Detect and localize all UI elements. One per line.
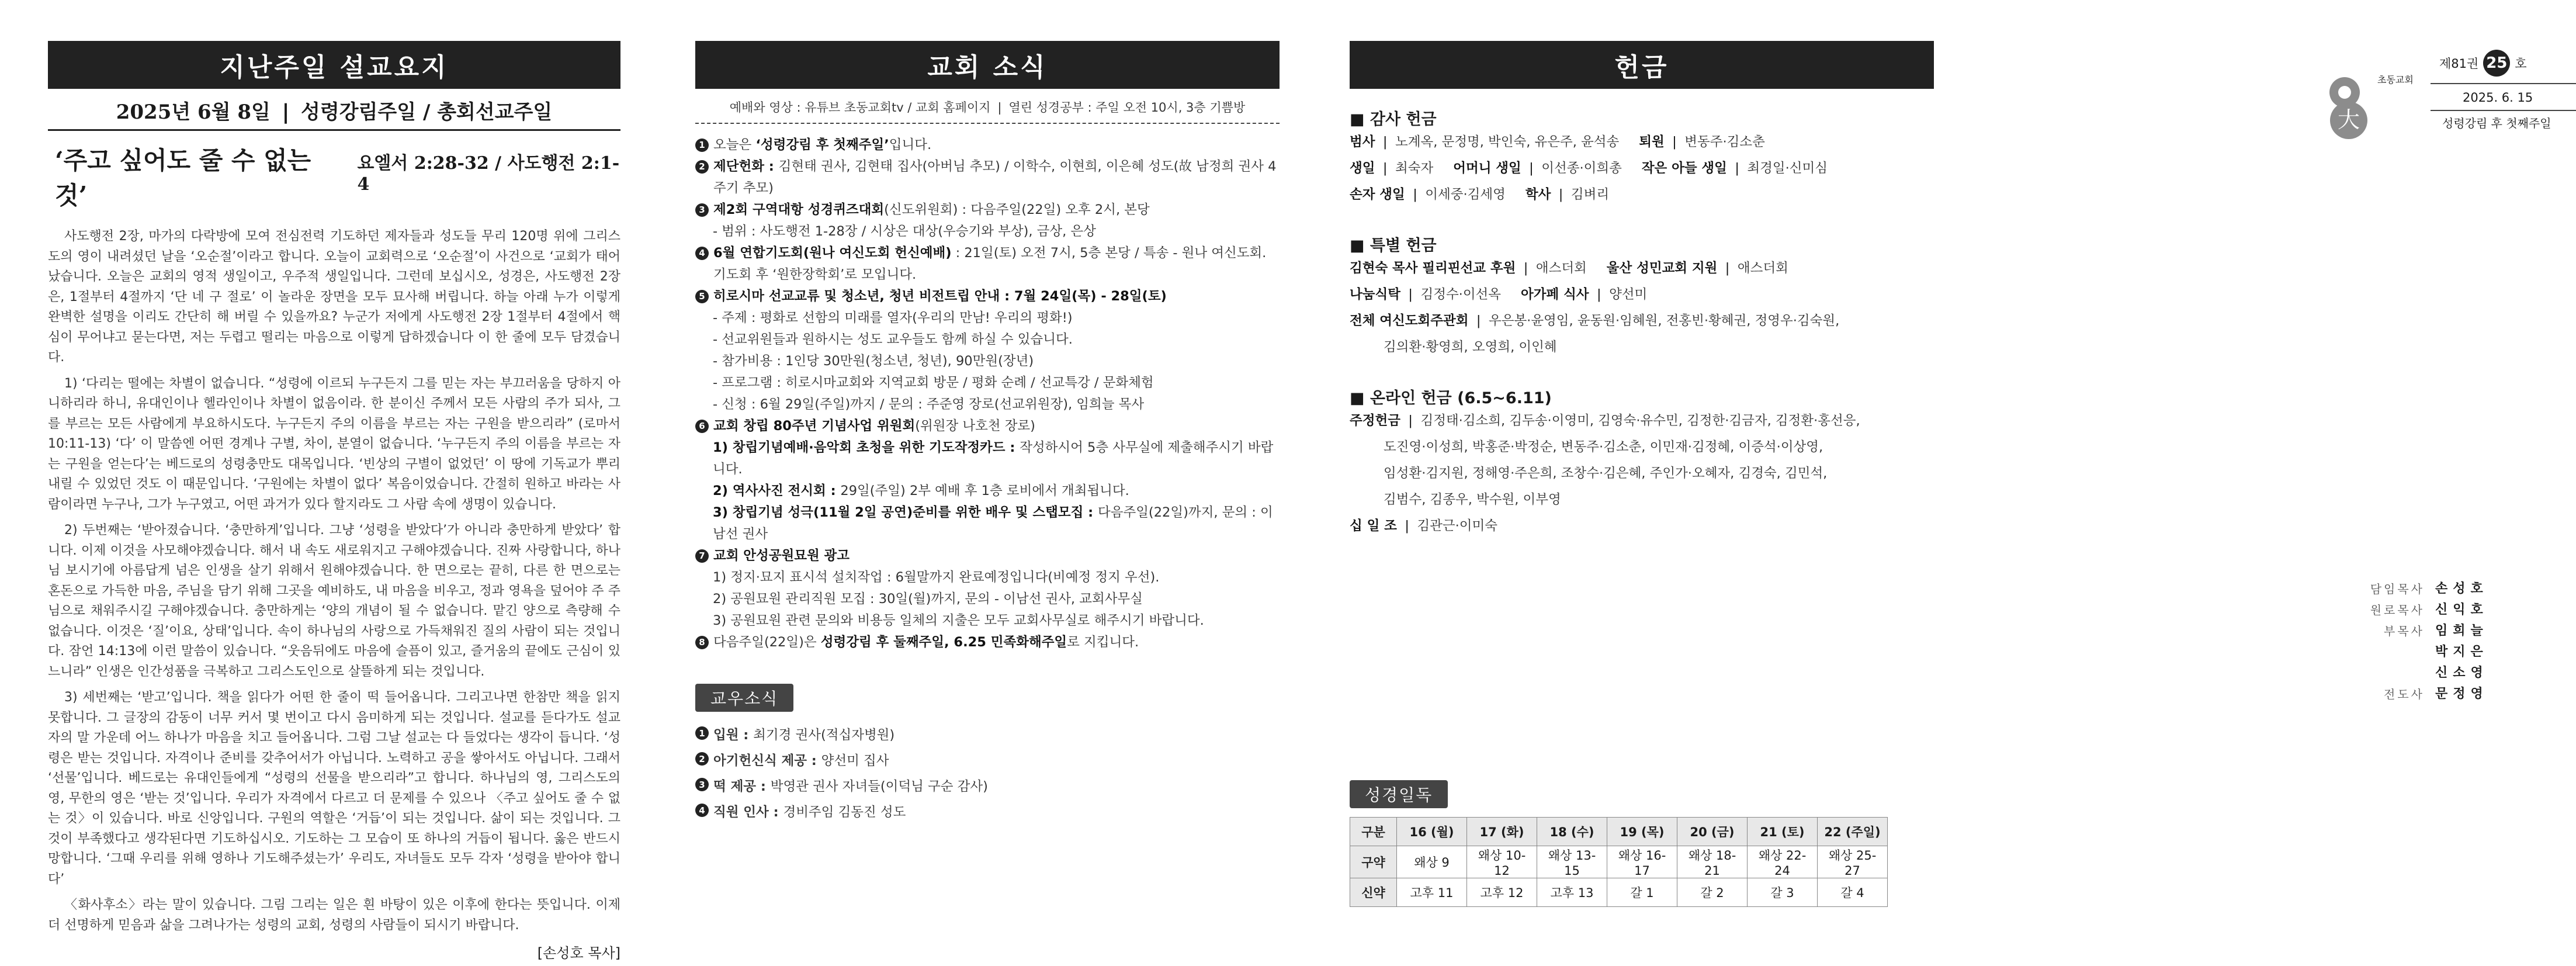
offering-entry bbox=[1350, 413, 1860, 428]
bible-reading-tag: 성경일독 bbox=[1350, 780, 1448, 808]
news-item-text bbox=[713, 394, 1144, 416]
table-cell: 왜상 13-15 bbox=[1537, 846, 1607, 878]
news-item bbox=[695, 243, 1280, 286]
offering-names: 김정태·김소희, 김두송·이영미, 김영숙·유수민, 김정한·김금자, 김정환·홍선응, bbox=[1420, 413, 1860, 428]
staff-row bbox=[2366, 663, 2488, 684]
volume-suffix: 호 bbox=[2515, 57, 2527, 71]
table-cell: 갈 3 bbox=[1748, 878, 1818, 907]
member-news-list bbox=[695, 722, 1280, 825]
offering-category: 주정헌금 ❘ bbox=[1350, 413, 1421, 428]
staff-row bbox=[2366, 579, 2488, 600]
member-news-title: 아기헌신식 제공 : bbox=[713, 753, 821, 768]
offering-names: 우은봉·윤영임, 윤동원·임혜원, 전홍빈·황혜권, 정영우·김숙원, bbox=[1488, 313, 1840, 328]
offering-names: 양선미 bbox=[1609, 287, 1648, 302]
offering-names: 김정수·이선옥 bbox=[1420, 287, 1502, 302]
offering-entry bbox=[1453, 161, 1622, 176]
member-news-item bbox=[695, 774, 1280, 799]
offering-names: 김의환·황영희, 오영희, 이인혜 bbox=[1384, 340, 1557, 355]
table-row bbox=[1350, 878, 1888, 907]
sermon-paragraph: 2) 두번째는 ‘받아졌습니다. ‘충만하게’입니다. 그냥 ‘성령을 받았다’가 아니라 충만하게 받았다’ 합니다. 이제 이것을 사모해야겠습니다. 해서 내 속도 새로워지고 구해야겠습니다. 진짜 사랑합니다, 하나님 보시기에 아름답게 넘은 인생을 살기 위해서 원해야겠습니다. 한 면으로는 끝히, 다른 한 면으로는 혼돈으로 가득한 마음, 주님을 담기 위해 그곳을 예비하도, 내 마음을 비우고, 정과 영욕을 덮어야 주 주님으로 채워주시길 구해야겠습니다. 충만하게는 ‘양의 개념이 될 수 없습니다. 맡긴 양으로 측량해 수 없습니다. 이것은 ‘질’이요, 상태’입니다. 속이 하나님의 사랑으로 가득채워진 질의 사람이 되는 것입니다. 잠언 14:13에 이런 말씀이 있습니다. “웃음뒤에도 마음에 슬픔이 있고, 즐거움의 끝에도 근심이 있느니라” 인생은 인간성품을 극복하고 그리스도인으로 살뜰하게 되는 것입니다. bbox=[48, 523, 620, 679]
news-item-text bbox=[713, 372, 1154, 394]
news-item-text bbox=[713, 610, 1204, 632]
news-item-detail: : 21일(토) 오전 7시, 5층 본당 / 특송 - 원나 여신도회. 기도회 후 ‘원한장학회’로 모입니다. bbox=[713, 245, 1267, 282]
table-cell: 왜상 18-21 bbox=[1677, 846, 1748, 878]
offering-line bbox=[1350, 513, 1934, 539]
news-item bbox=[695, 567, 1280, 588]
volume-prefix: 제81권 bbox=[2439, 57, 2479, 71]
issue-number-badge: 25 bbox=[2483, 50, 2510, 77]
offering-section bbox=[1350, 41, 1934, 539]
news-item bbox=[695, 416, 1280, 437]
news-item-text bbox=[713, 480, 1129, 502]
news-item-title: 교회 안성공원묘원 광고 bbox=[713, 548, 850, 563]
offering-line bbox=[1350, 434, 1934, 461]
offering-category: 생일 ❘ bbox=[1350, 161, 1395, 176]
bible-reading-table bbox=[1350, 817, 1888, 907]
news-item-text bbox=[713, 545, 850, 567]
news-item-title: 6월 연합기도회(원나 여신도회 헌신예배) bbox=[713, 245, 952, 261]
item-number-badge: 8 bbox=[695, 636, 709, 649]
news-item bbox=[695, 351, 1280, 372]
news-item-title: 제단헌화 : bbox=[713, 159, 779, 174]
news-item-detail: - 범위 : 사도행전 1-28장 / 시상은 대상(우승기와 부상), 금상, 은상 bbox=[713, 224, 1096, 239]
news-item-text bbox=[713, 307, 1073, 329]
news-item bbox=[695, 480, 1280, 502]
news-item bbox=[695, 437, 1280, 480]
news-item bbox=[695, 588, 1280, 610]
news-item-text bbox=[713, 437, 1280, 480]
offering-line bbox=[1350, 182, 1934, 208]
news-item-text bbox=[713, 286, 1167, 307]
offering-entry bbox=[1350, 134, 1619, 150]
offering-names: 도진영·이성희, 박홍준·박정순, 변동주·김소춘, 이민재·김정혜, 이증석·이상영, bbox=[1384, 439, 1823, 455]
news-item bbox=[695, 394, 1280, 416]
news-item-detail: (신도위원회) : 다음주일(22일) 오후 2시, 본당 bbox=[884, 202, 1150, 217]
offering-entry bbox=[1350, 261, 1587, 276]
news-item-detail: 2) 공원묘원 관리직원 모집 : 30일(월)까지, 문의 - 이남선 권사, 교회사무실 bbox=[713, 591, 1143, 607]
offering-names: 노계옥, 문정명, 박인숙, 유은주, 윤석송 bbox=[1395, 134, 1620, 150]
sermon-title: ‘주고 싶어도 줄 수 없는 것’ bbox=[55, 146, 311, 210]
staff-name: 손성호 bbox=[2435, 581, 2488, 596]
sermon-paragraph: 3) 세번째는 ‘받고’입니다. 책을 읽다가 어떤 한 줄이 떡 들어옵니다. 그리고나면 한참만 책을 읽지 못합니다. 그 글장의 감동이 너무 커서 몇 번이고 다시 음미하게 되는 것입니다. 설교를 듣다가도 설교자의 말 가운데 어느 하나가 마음을 치고 들어옵니다. 그럼 그날 설교는 다 들었다는 생각이 듭니다. ‘성령은 받는 것입니다. 자격이나 준비를 갖추어서가 아닙니다. 노력하고 공을 쌓아서도 아닙니다. 그래서 ‘선물’입니다. 베드로는 유대인들에게 “성령의 선물을 받으리라”고 합니다. 하나님의 영, 그리스도의 영, 무한의 영은 ‘받는 것’입니다. 우리가 자격에서 다르고 더 문제를 수 있으나 〈주고 싶어도 줄 수 없는 것〉이 있습니다. 바로 신앙입니다. 구원의 역할은 ‘거듭’이 되는 것입니다. 삶이 되는 것입니다. 그것이 부족했다고 생각된다면 기도하십시오. 기도하는 그 모습이 또 하나의 거듭이 됩니다. 옳은 반드시 망합니다. ‘그때 우리를 위해 영하나 기도해주셨는가’ 우리도, 자녀들도 모두 각자 ‘성령을 받아야 합니다’ bbox=[48, 690, 620, 887]
liturgical-day: 성령강림 후 첫째주일 bbox=[2442, 116, 2551, 130]
offering-names: 애스더회 bbox=[1535, 261, 1587, 276]
table-cell: 고후 12 bbox=[1467, 878, 1537, 907]
news-item-detail: 다음주일(22일)까지, 문의 : 이남선 권사 bbox=[713, 505, 1273, 542]
news-item bbox=[695, 502, 1280, 545]
offering-names: 최경일·신미심 bbox=[1747, 161, 1828, 176]
news-item-detail: 입니다. bbox=[889, 137, 932, 153]
online-offering-list bbox=[1350, 408, 1934, 539]
news-item bbox=[695, 286, 1280, 307]
news-item bbox=[695, 199, 1280, 221]
news-item bbox=[695, 134, 1280, 156]
news-item-text bbox=[713, 351, 1034, 372]
table-header-cell: 구분 bbox=[1350, 818, 1397, 846]
offering-entry bbox=[1350, 313, 1839, 328]
member-news-text bbox=[713, 799, 906, 825]
masthead-divider bbox=[2431, 110, 2576, 111]
news-item-detail: - 선교위원들과 원하시는 성도 교우들도 함께 하실 수 있습니다. bbox=[713, 332, 1073, 347]
offering-line bbox=[1350, 308, 1934, 334]
member-news-detail: 박영관 권사 자녀들(이덕님 구순 감사) bbox=[770, 779, 988, 794]
sermon-body bbox=[48, 227, 620, 936]
sermon-date-line: 2025년 6월 8일 ❘ 성령강림주일 / 총회선교주일 bbox=[48, 96, 620, 131]
staff-name: 박지은 bbox=[2435, 645, 2488, 659]
news-item-detail: 작성하시어 5층 사무실에 제출해주시기 바랍니다. bbox=[713, 440, 1274, 477]
news-item-title: 1) 창립기념예배·음악회 초청을 위한 기도작정카드 : bbox=[713, 440, 1020, 455]
member-news-text bbox=[713, 722, 895, 748]
staff-name: 신소영 bbox=[2435, 666, 2488, 680]
member-news-text bbox=[713, 774, 988, 799]
staff-role: 전도사 bbox=[2384, 687, 2425, 701]
member-news-item bbox=[695, 799, 1280, 825]
news-item bbox=[695, 329, 1280, 351]
offering-entry bbox=[1350, 161, 1433, 176]
staff-name: 신익호 bbox=[2435, 603, 2488, 617]
news-item-title: 제2회 구역대항 성경퀴즈대회 bbox=[713, 202, 885, 217]
news-item-text bbox=[713, 567, 1159, 588]
table-header-cell: 18 (수) bbox=[1537, 818, 1607, 846]
item-number-badge: 4 bbox=[695, 247, 709, 260]
staff-list bbox=[2366, 579, 2488, 705]
news-item-detail: - 참가비용 : 1인당 30만원(청소년, 청년), 90만원(장년) bbox=[713, 354, 1034, 369]
table-cell: 고후 13 bbox=[1537, 878, 1607, 907]
table-header-cell: 21 (토) bbox=[1748, 818, 1818, 846]
staff-name: 임희늘 bbox=[2435, 624, 2488, 638]
offering-names: 이세중·김세영 bbox=[1425, 187, 1506, 202]
table-cell: 구약 bbox=[1350, 846, 1397, 878]
news-item-text bbox=[713, 199, 1150, 221]
offering-names: 김범수, 김종우, 박수원, 이부영 bbox=[1384, 492, 1561, 507]
offering-names: 이선종·이희총 bbox=[1541, 161, 1622, 176]
staff-role: 담임목사 bbox=[2370, 582, 2425, 596]
offering-entry bbox=[1642, 161, 1828, 176]
sermon-paragraph: 1) ‘다리는 떨에는 차별이 없습니다. “성령에 이르되 누구든지 그를 믿는 자는 부끄러움을 당하지 아니하리라 하니, 유대인이나 헬라인이나 차별이 없음이라. 한 분이신 주께서 모든 사람의 주가 되사, 그를 부르는 모든 사람에게 부요하시도다. 누구든지 주의 이름을 부르는 자는 구원을 받으리라” (로마서 10:11-13) ‘다’ 이 말씀엔 어떤 경계나 구별, 차이, 분열이 없습니다. ‘누구든지 주의 이름을 부르는 자는 구원을 얻는다’는 베드로의 성령충만도 대목입니다. ‘빈상의 구별이 없었던’ 이 땅에 기독교가 뿌리 내릴 수 있었던 것도 이 때문입니다. ‘구원에는 차별이 없다’ 복음이었습니다. 간절히 원하고 바라는 사람이라면 누구나, 그가 누구였고, 어떤 과거가 있다 할지라도 그 사람 속에 생명이 있습니다. bbox=[48, 376, 620, 512]
table-header-cell: 16 (월) bbox=[1397, 818, 1467, 846]
table-header-cell: 20 (금) bbox=[1677, 818, 1748, 846]
news-subline: 예배와 영상 : 유튜브 초동교회tv / 교회 홈페이지 ❘ 열린 성경공부 : 주일 오전 10시, 3층 기쁨방 bbox=[695, 98, 1280, 124]
table-cell: 신약 bbox=[1350, 878, 1397, 907]
item-number-badge: 5 bbox=[695, 290, 709, 303]
svg-text:大: 大 bbox=[2337, 107, 2360, 133]
table-row bbox=[1350, 846, 1888, 878]
table-cell: 갈 1 bbox=[1607, 878, 1677, 907]
news-item-detail: 김현태 권사, 김현태 집사(아버님 추모) / 이학수, 이현희, 이은혜 성도(故 남정희 권사 4주기 추모) bbox=[713, 159, 1277, 196]
news-item-lead: 다음주일(22일)은 bbox=[713, 635, 821, 650]
table-cell: 왜상 25-27 bbox=[1818, 846, 1888, 878]
offering-category: 아가페 식사 ❘ bbox=[1521, 287, 1610, 302]
offering-banner: 헌금 bbox=[1350, 41, 1934, 89]
news-item-title: 2) 역사사진 전시회 : bbox=[713, 483, 841, 498]
news-list bbox=[695, 134, 1280, 653]
news-item bbox=[695, 372, 1280, 394]
member-news-detail: 최기경 권사(적십자병원) bbox=[753, 728, 895, 743]
item-number-badge: 4 bbox=[695, 804, 709, 817]
offering-entry bbox=[1350, 287, 1501, 302]
online-offering-heading: ■ 온라인 헌금 (6.5~6.11) bbox=[1350, 389, 1552, 407]
offering-line bbox=[1350, 155, 1934, 182]
offering-category: 어머니 생일 ❘ bbox=[1453, 161, 1542, 176]
special-offering-heading: ■ 특별 헌금 bbox=[1350, 237, 1437, 255]
sermon-paragraph: 〈화사후소〉라는 말이 있습니다. 그림 그리는 일은 흰 바탕이 있은 이후에 한다는 뜻입니다. 이제 더 선명하게 믿음과 삶을 그려나가는 성령의 교회, 성령의 사람들이 되시기 바랍니다. bbox=[48, 898, 620, 933]
news-item-text bbox=[713, 243, 1280, 286]
member-news-detail: 경비주임 김동진 성도 bbox=[783, 805, 906, 820]
news-item-text bbox=[713, 502, 1280, 545]
offering-category: 퇴원 ❘ bbox=[1639, 134, 1685, 150]
offering-entry bbox=[1384, 466, 1827, 481]
offering-line bbox=[1350, 487, 1934, 513]
offering-line bbox=[1350, 408, 1934, 434]
news-item bbox=[695, 307, 1280, 329]
staff-role: 부목사 bbox=[2384, 624, 2425, 638]
news-item-title: 히로시마 선교교류 및 청소년, 청년 비전트립 안내 : 7월 24일(목) - 28일(토) bbox=[713, 289, 1167, 304]
staff-role bbox=[2366, 642, 2425, 663]
table-header-cell: 22 (주일) bbox=[1818, 818, 1888, 846]
item-number-badge: 7 bbox=[695, 549, 709, 563]
member-news bbox=[695, 684, 1280, 825]
news-item-text bbox=[713, 156, 1280, 199]
masthead-divider bbox=[2431, 83, 2576, 84]
news-item-title: ‘성령강림 후 첫째주일’ bbox=[755, 137, 889, 153]
news-item-detail: - 주제 : 평화로 선함의 미래를 열자(우리의 만남! 우리의 평화!) bbox=[713, 310, 1073, 326]
bulletin-date: 2025. 6. 15 bbox=[2463, 91, 2533, 105]
news-item-detail: 29일(주일) 2부 예배 후 1층 로비에서 개최됩니다. bbox=[840, 483, 1129, 498]
member-news-title: 입원 : bbox=[713, 728, 754, 743]
offering-category: 학사 ❘ bbox=[1525, 187, 1571, 202]
item-number-badge: 6 bbox=[695, 420, 709, 433]
table-cell: 왜상 9 bbox=[1397, 846, 1467, 878]
staff-name: 문정영 bbox=[2435, 687, 2488, 701]
offering-entry bbox=[1607, 261, 1788, 276]
staff-row bbox=[2366, 621, 2488, 642]
offering-entry bbox=[1526, 187, 1609, 202]
member-news-title: 떡 제공 : bbox=[713, 779, 771, 794]
offering-entry bbox=[1521, 287, 1647, 302]
sermon-refs: 요엘서 2:28-32 / 사도행전 2:1-4 bbox=[357, 153, 620, 195]
offering-category: 손자 생일 ❘ bbox=[1350, 187, 1426, 202]
offering-names: 김벼리 bbox=[1570, 187, 1610, 202]
staff-role: 원로목사 bbox=[2370, 603, 2425, 617]
staff-row bbox=[2366, 684, 2488, 705]
news-section bbox=[695, 41, 1280, 825]
offering-entry bbox=[1639, 134, 1765, 150]
table-cell: 왜상 16-17 bbox=[1607, 846, 1677, 878]
item-number-badge: 2 bbox=[695, 752, 709, 766]
news-item bbox=[695, 545, 1280, 567]
offering-line bbox=[1350, 282, 1934, 308]
news-item-detail: - 프로그램 : 히로시마교회와 지역교회 방문 / 평화 순례 / 선교특강 / 문화체험 bbox=[713, 375, 1154, 390]
offering-entry bbox=[1350, 518, 1497, 534]
staff-row bbox=[2366, 642, 2488, 663]
offering-category: 울산 성민교회 지원 ❘ bbox=[1606, 261, 1738, 276]
member-news-tag: 교우소식 bbox=[695, 684, 793, 712]
news-item bbox=[695, 610, 1280, 632]
member-news-item bbox=[695, 722, 1280, 748]
item-number-badge: 1 bbox=[695, 139, 709, 152]
news-item-text bbox=[713, 588, 1143, 610]
offering-category: 전체 여신도회주관회 ❘ bbox=[1350, 313, 1489, 328]
thanks-offering-heading: ■ 감사 헌금 bbox=[1350, 110, 1437, 129]
staff-role bbox=[2366, 663, 2425, 684]
news-item-detail: 로 지킵니다. bbox=[1067, 635, 1139, 650]
special-offering-list bbox=[1350, 255, 1934, 361]
sermon-banner: 지난주일 설교요지 bbox=[48, 41, 620, 89]
offering-entry bbox=[1384, 439, 1823, 455]
table-cell: 고후 11 bbox=[1397, 878, 1467, 907]
news-item-title: 성령강림 후 둘째주일, 6.25 민족화해주일 bbox=[820, 635, 1067, 650]
news-item-detail: 1) 정지·묘지 표시석 설치작업 : 6월말까지 완료예정입니다(비예정 정지 우선). bbox=[713, 570, 1160, 585]
offering-category: 나눔식탁 ❘ bbox=[1350, 287, 1421, 302]
volume-line bbox=[2439, 50, 2527, 77]
member-news-detail: 양선미 집사 bbox=[821, 753, 889, 768]
news-item-detail: (위원장 나호천 장로) bbox=[915, 418, 1035, 434]
table-cell: 왜상 10-12 bbox=[1467, 846, 1537, 878]
member-news-text bbox=[713, 748, 889, 774]
offering-category: 작은 아들 생일 ❘ bbox=[1641, 161, 1748, 176]
news-item-title: 교회 창립 80주년 기념사업 위원회 bbox=[713, 418, 916, 434]
news-item-detail: 3) 공원묘원 관련 문의와 비용등 일체의 지출은 모두 교회사무실로 해주시기 바랍니다. bbox=[713, 613, 1204, 628]
news-item-detail: - 신청 : 6월 29일(주일)까지 / 문의 : 주준영 장로(선교위원장), 임희늘 목사 bbox=[713, 397, 1145, 412]
church-name: 초동교회 bbox=[2377, 74, 2414, 85]
news-item-text bbox=[713, 632, 1139, 653]
item-number-badge: 3 bbox=[695, 203, 709, 217]
offering-line bbox=[1350, 129, 1934, 155]
offering-names: 김관근·이미숙 bbox=[1417, 518, 1497, 534]
news-item-text bbox=[713, 221, 1096, 243]
offering-names: 변동주·김소춘 bbox=[1684, 134, 1765, 150]
offering-names: 최숙자 bbox=[1395, 161, 1434, 176]
news-item bbox=[695, 221, 1280, 243]
member-news-title: 직원 인사 : bbox=[713, 805, 783, 820]
table-header-cell: 19 (목) bbox=[1607, 818, 1677, 846]
sermon-title-row bbox=[48, 141, 620, 212]
offering-category: 십 일 조 ❘ bbox=[1350, 518, 1417, 534]
news-item bbox=[695, 632, 1280, 653]
thanks-offering-list bbox=[1350, 129, 1934, 208]
offering-line bbox=[1350, 461, 1934, 487]
sermon-paragraph: 사도행전 2장, 마가의 다락방에 모여 전심전력 기도하던 제자들과 성도들 무리 120명 위에 그리스도의 영이 내려셨던 날을 ‘오순절’이라고 합니다. 오늘이 교회력으로 ‘오순절’이 사건으로 ‘교회가 태어났습니다. 오늘은 교회의 영적 생일이고, 우주적 생일입니다. 그런데 보십시오, 성경은, 사도행전 2장은, 1절부터 4절까지 ‘단 네 구 절로’ 이 놀라운 장면을 모두 묘사해 버립니다. 하늘 아래 누가 이렇게 완벽한 설명을 이리도 간단히 해 버릴 수 있을까요? 누군가 저에게 사도행전 2장 1절부터 4절에서 핵심이 무어냐고 묻는다면, 저는 두렵고 떨리는 마음으로 이렇게 답하겠습니다 이 한 줄에 모두 담겼습니다. bbox=[48, 229, 620, 365]
offering-entry bbox=[1384, 492, 1561, 507]
news-item-text bbox=[713, 329, 1073, 351]
offering-line bbox=[1350, 334, 1934, 361]
item-number-badge: 3 bbox=[695, 778, 709, 791]
table-cell: 갈 2 bbox=[1677, 878, 1748, 907]
offering-names: 임성환·김지원, 정해영·주은희, 조창수·김은혜, 주인가·오혜자, 김경숙, 김민석, bbox=[1384, 466, 1828, 481]
offering-category: 김현숙 목사 필리핀선교 후원 ❘ bbox=[1350, 261, 1536, 276]
table-header-row bbox=[1350, 818, 1888, 846]
staff-row bbox=[2366, 600, 2488, 621]
sermon-author: [손성호 목사] bbox=[537, 945, 620, 961]
news-banner: 교회 소식 bbox=[695, 41, 1280, 89]
sermon-section bbox=[48, 41, 620, 962]
news-item-lead: 오늘은 bbox=[713, 137, 756, 153]
offering-category: 범사 ❘ bbox=[1350, 134, 1395, 150]
news-item-text bbox=[713, 134, 931, 156]
offering-line bbox=[1350, 255, 1934, 282]
item-number-badge: 1 bbox=[695, 726, 709, 740]
table-cell: 갈 4 bbox=[1818, 878, 1888, 907]
news-item-text bbox=[713, 416, 1035, 437]
offering-entry bbox=[1350, 187, 1506, 202]
news-item bbox=[695, 156, 1280, 199]
offering-names: 애스더회 bbox=[1737, 261, 1788, 276]
table-header-cell: 17 (화) bbox=[1467, 818, 1537, 846]
news-item-title: 3) 창립기념 성극(11월 2일 공연)준비를 위한 배우 및 스탭모집 : bbox=[713, 505, 1098, 520]
table-cell: 왜상 22-24 bbox=[1748, 846, 1818, 878]
offering-entry bbox=[1384, 340, 1557, 355]
member-news-item bbox=[695, 748, 1280, 774]
item-number-badge: 2 bbox=[695, 160, 709, 174]
